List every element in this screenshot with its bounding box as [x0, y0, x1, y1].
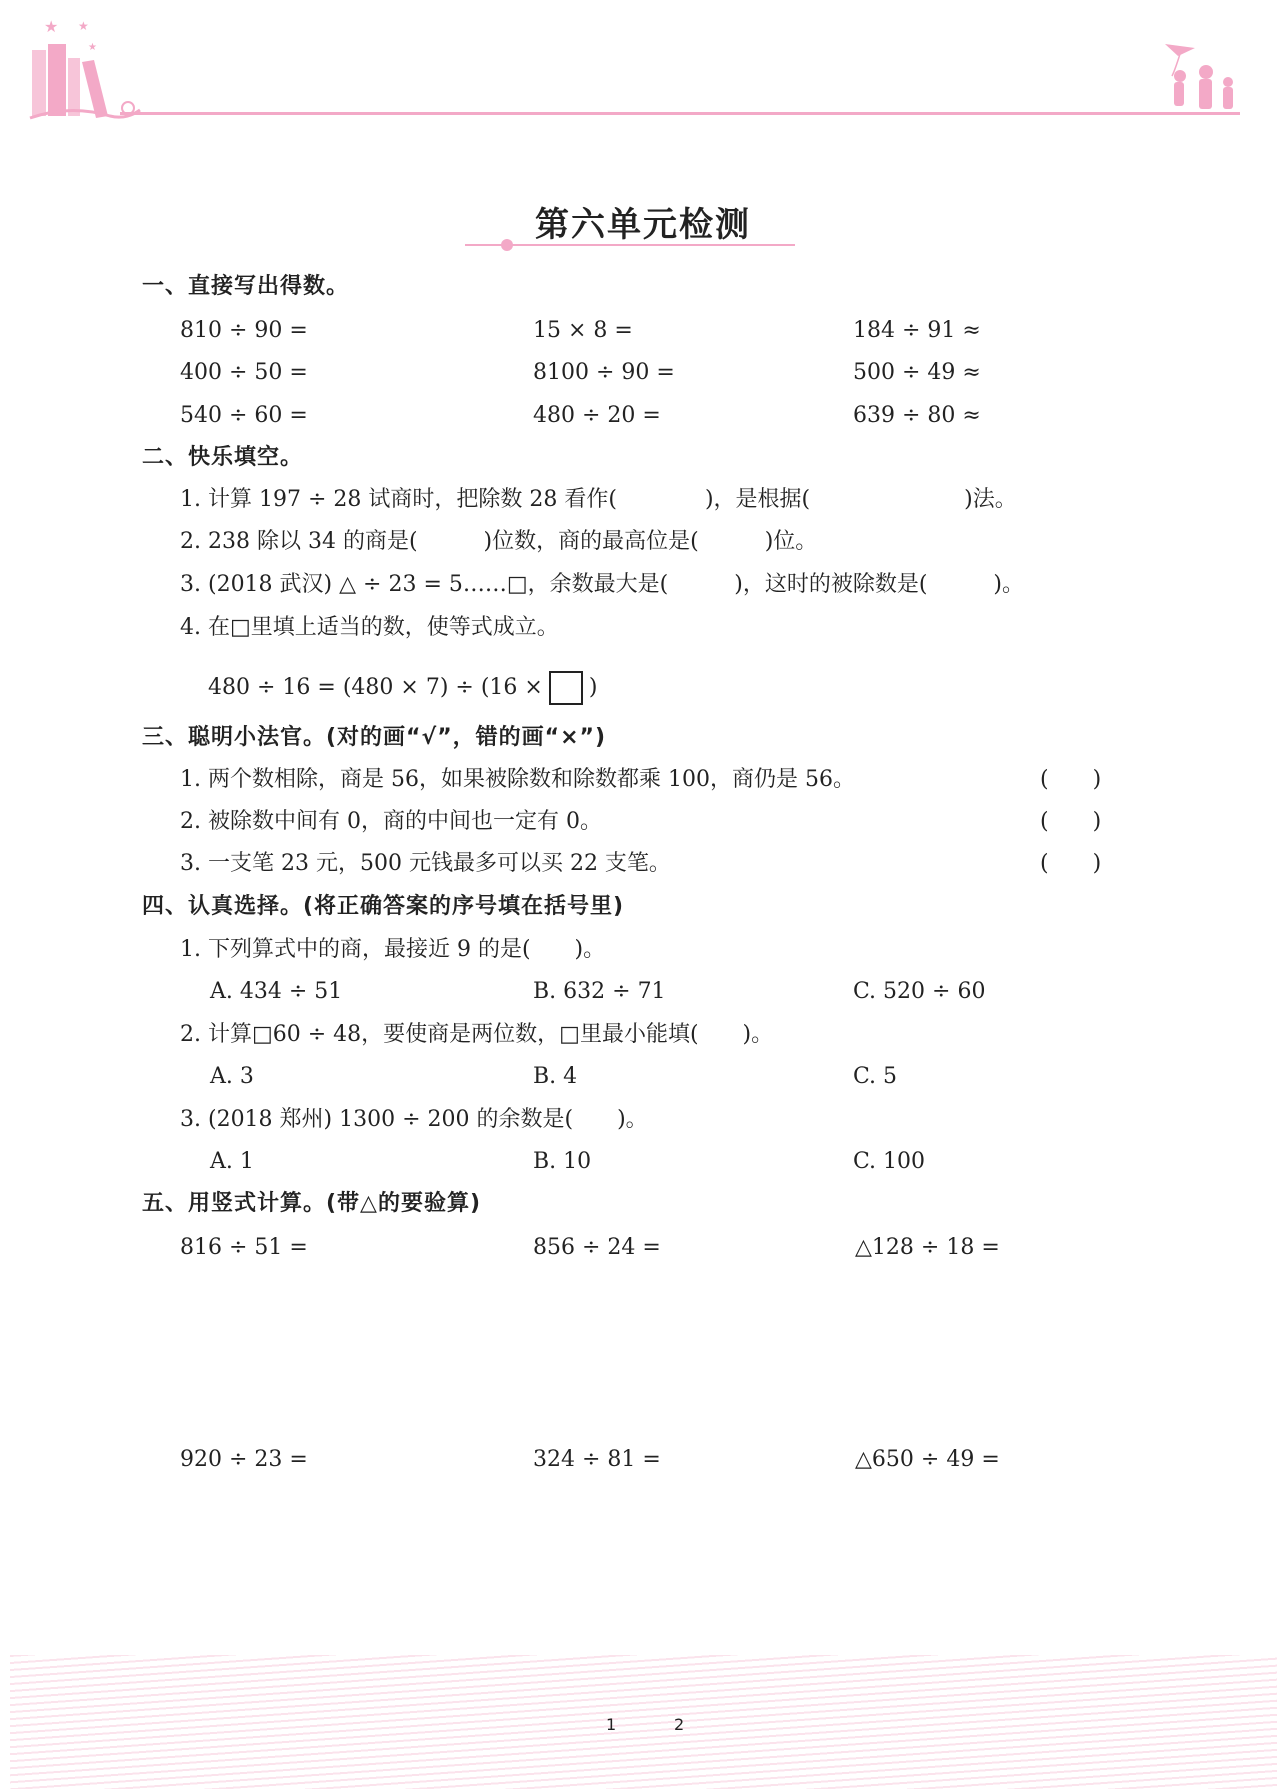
s5-r2-c2: 324 ÷ 81 =: [533, 1447, 661, 1472]
s1-r3-c3: 639 ÷ 80 ≈: [853, 403, 981, 428]
page-number-left: 1: [606, 1715, 617, 1734]
s4-q1-option-b[interactable]: B. 632 ÷ 71: [533, 979, 666, 1004]
s2-question-4: 4. 在□里填上适当的数，使等式成立。: [180, 615, 559, 640]
section-3-heading: 三、聪明小法官。(对的画“√”，错的画“×”): [142, 725, 607, 750]
s2-q4-equation-left: 480 ÷ 16 = (480 × 7) ÷ (16 ×: [208, 675, 543, 700]
s4-q2-option-b[interactable]: B. 4: [533, 1064, 578, 1089]
s4-q1-option-a[interactable]: A. 434 ÷ 51: [210, 979, 343, 1004]
section-4-heading: 四、认真选择。(将正确答案的序号填在括号里): [142, 894, 625, 919]
footer-band: [10, 1655, 1277, 1789]
s3-item-3: 3. 一支笔 23 元，500 元钱最多可以买 22 支笔。: [180, 851, 671, 876]
s5-r2-c3: △650 ÷ 49 =: [855, 1447, 1000, 1472]
s1-r2-c3: 500 ÷ 49 ≈: [853, 360, 981, 385]
s4-q2-option-c[interactable]: C. 5: [853, 1064, 898, 1089]
s1-r1-c1: 810 ÷ 90 =: [180, 318, 308, 343]
header-rule: [120, 112, 1240, 115]
s2-question-3: 3. (2018 武汉) △ ÷ 23 = 5……□，余数最大是( )，这时的被除数是( )。: [180, 572, 1024, 597]
s2-question-2: 2. 238 除以 34 的商是( )位数，商的最高位是( )位。: [180, 529, 818, 554]
svg-text:★: ★: [78, 19, 89, 33]
books-stars-icon: [30, 17, 140, 118]
s3-item-2-paren[interactable]: ( ): [1040, 809, 1102, 834]
s3-item-1-paren[interactable]: ( ): [1040, 767, 1102, 792]
s1-r1-c2: 15 × 8 =: [533, 318, 633, 343]
s5-r2-c1: 920 ÷ 23 =: [180, 1447, 308, 1472]
svg-text:★: ★: [44, 17, 59, 36]
s2-question-1: 1. 计算 197 ÷ 28 试商时，把除数 28 看作( )，是根据( )法。: [180, 487, 1017, 512]
s4-question-1: 1. 下列算式中的商，最接近 9 的是( )。: [180, 937, 606, 962]
answer-box[interactable]: [549, 671, 583, 705]
s4-question-3: 3. (2018 郑州) 1300 ÷ 200 的余数是( )。: [180, 1107, 648, 1132]
s4-q3-option-b[interactable]: B. 10: [533, 1149, 592, 1174]
s3-item-3-paren[interactable]: ( ): [1040, 851, 1102, 876]
s1-r1-c3: 184 ÷ 91 ≈: [853, 318, 981, 343]
s1-r3-c2: 480 ÷ 20 =: [533, 403, 661, 428]
s2-q4-equation-right: ): [588, 675, 598, 700]
s5-r1-c3: △128 ÷ 18 =: [855, 1235, 1000, 1260]
s4-q3-option-c[interactable]: C. 100: [853, 1149, 926, 1174]
s2-q4-equation: [208, 671, 597, 705]
title-underline: [465, 238, 795, 252]
s1-r3-c1: 540 ÷ 60 =: [180, 403, 308, 428]
s5-r1-c1: 816 ÷ 51 =: [180, 1235, 308, 1260]
s4-question-2: 2. 计算□60 ÷ 48，要使商是两位数，□里最小能填( )。: [180, 1022, 774, 1047]
s4-q2-option-a[interactable]: A. 3: [210, 1064, 254, 1089]
page-title: 第六单元检测: [535, 205, 751, 245]
children-kite-icon: [1165, 44, 1233, 109]
s3-item-1: 1. 两个数相除，商是 56，如果被除数和除数都乘 100，商仍是 56。: [180, 767, 855, 792]
s1-r2-c1: 400 ÷ 50 =: [180, 360, 308, 385]
s3-item-2: 2. 被除数中间有 0，商的中间也一定有 0。: [180, 809, 602, 834]
header-decoration: [0, 0, 1287, 140]
svg-text:★: ★: [88, 42, 97, 53]
s5-r1-c2: 856 ÷ 24 =: [533, 1235, 661, 1260]
s4-q1-option-c[interactable]: C. 520 ÷ 60: [853, 979, 986, 1004]
section-2-heading: 二、快乐填空。: [142, 445, 304, 470]
s1-r2-c2: 8100 ÷ 90 =: [533, 360, 675, 385]
s4-q3-option-a[interactable]: A. 1: [210, 1149, 254, 1174]
section-1-heading: 一、直接写出得数。: [142, 274, 350, 299]
section-5-heading: 五、用竖式计算。(带△的要验算): [142, 1191, 482, 1216]
page-number-right: 2: [674, 1715, 685, 1734]
